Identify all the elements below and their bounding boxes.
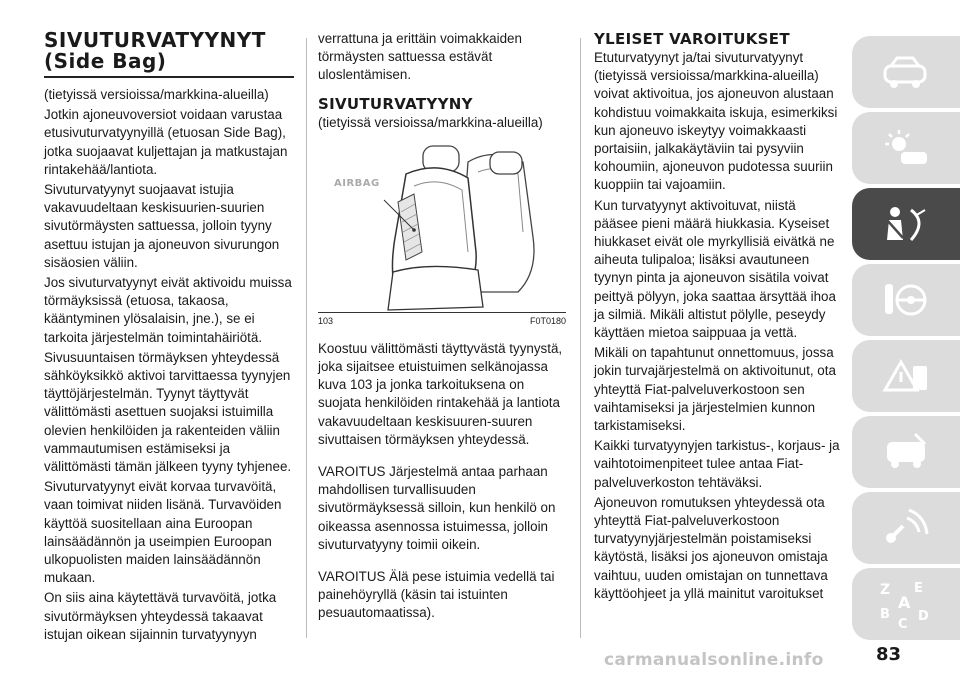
section-title: SIVUTURVATYYNY <box>318 94 473 113</box>
paragraph: Mikäli on tapahtunut onnettomuus, jossa jokin turvajärjestelmä on aktivoitunut, ota yhteyttä Fiat-palveluverkostoon sen vaihtamiseksi ja järjestelmien kunnon tarkistamiseksi. <box>594 345 836 434</box>
tab-sun-lights[interactable] <box>852 112 960 184</box>
svg-text:A: A <box>898 593 911 612</box>
paragraph: (tietyissä versioissa/markkina-alueilla) <box>44 87 269 102</box>
column-divider <box>306 38 307 638</box>
key-steering-icon <box>881 280 931 320</box>
paragraph: On siis aina käytettävä turvavöitä, jotka sivutörmäyksen yhteydessä takaavat istujan oikean sijainnin turvatyynyyn <box>44 590 277 642</box>
car-dashboard-icon <box>881 52 931 92</box>
svg-text:B: B <box>880 607 890 622</box>
paragraph: Etuturvatyynyt ja/tai sivuturvatyynyt (tietyissä versioissa/markkina-alueilla) voivat aktivoitua, jos ajoneuvon alustaan kohdistuu voimakkaita iskuja, esimerkiksi kun ajoneuvo iskeytyy voimakkaasti portaisiin, jalkakäytäviin tai pysyviin kohoumiin, ajoneuvon pudotessa suuriin kuoppiin tai vajoamiin. <box>594 50 838 193</box>
tab-maintenance[interactable] <box>852 416 960 488</box>
tab-car-dashboard[interactable] <box>852 36 960 108</box>
seat-airbag-figure <box>318 142 566 313</box>
tab-safety[interactable] <box>852 188 960 260</box>
sun-lights-icon <box>881 128 931 168</box>
tab-emergency[interactable] <box>852 340 960 412</box>
warning-text: VAROITUS Älä pese istuimia vedellä tai painehöyryllä (käsin tai istuinten pesuautomaatissa). <box>318 569 555 621</box>
chapter-tabs <box>852 36 960 644</box>
svg-text:E: E <box>914 581 923 596</box>
warning-triangle-icon <box>881 356 931 396</box>
title-rule <box>44 76 294 78</box>
svg-text:D: D <box>918 609 929 624</box>
alphabet-index-icon <box>876 578 936 630</box>
paragraph: Kun turvatyynyt aktivoituvat, niistä pääsee pieni määrä hiukkasia. Kyseiset hiukkaset eivät ole myrkyllisiä eivätkä ne aiheuta tulipaloa; lisäksi avautuneen tyynyn pinta ja ajoneuvon sisätila voivat peittyä pölyyn, joka saattaa ärsyttää ihoa ja silmiä. Mikäli altistut pölylle, peseydy käyttäen mietoa saippuaa ja vettä. <box>594 197 836 341</box>
paragraph: Koostuu välittömästi täyttyvästä tyynystä, joka sijaitsee etuistuimen selkänojassa kuva 103 ja jonka tarkoituksena on suojata henkilöiden rintakehää ja lantiota vakavuudeltaan keskisuuren-suuren sivuttaisen törmäyksen yhteydessä. <box>318 340 563 447</box>
tab-index[interactable] <box>852 568 960 640</box>
paragraph: Kaikki turvatyynyjen tarkistus-, korjaus- ja vaihtotoimenpiteet tulee antaa Fiat-palveluverkoston tehtäväksi. <box>594 438 840 490</box>
title-line-2: (Side Bag) <box>44 49 167 73</box>
paragraph: Jos sivuturvatyynyt eivät aktivoidu muissa törmäyksissä (etuosa, takaosa, kääntyminen ylösalaisin, jne.), se ei tarkoita järjestelmän toimintahäiriötä. <box>44 275 292 345</box>
subtitle: (tietyissä versioissa/markkina-alueilla) <box>318 114 543 130</box>
paragraph: Sivusuuntaisen törmäyksen yhteydessä sähköyksikkö aktivoi tarvittaessa tyynyjen täyttöjärjestelmän. Tyynyt täyttyvät välittömästi asettuen suojaksi istuimilla olevien henkilöiden ja rakenteiden väliin vammautumisen estämiseksi ja välittömästi tämän jälkeen tyyny tyhjenee. <box>44 349 292 475</box>
paragraph: Sivuturvatyynyt suojaavat istujia vakavuudeltaan keskisuurien-suurien sivutörmäysten sattuessa, jolloin tyyny asettuu istujan ja ajoneuvon sivurungon sisäosien väliin. <box>44 182 280 270</box>
tab-key-steering[interactable] <box>852 264 960 336</box>
watermark: carmanualsonline.info <box>604 650 824 670</box>
column-side-airbag <box>318 30 566 623</box>
tab-multimedia[interactable] <box>852 492 960 564</box>
paragraph: Ajoneuvon romutuksen yhteydessä ota yhteyttä Fiat-palveluverkostoon turvatyynyjärjestelmän poistamiseksi käytöstä, lisäksi jos ajoneuvon omistaja vaihtuu, uuden omistajan on tunnettava käyttöohjeet ja yllä mainitut varoitukset <box>594 494 828 601</box>
section-title: YLEISET VAROITUKSET <box>594 30 790 48</box>
svg-text:C: C <box>898 617 908 630</box>
airbag-callout-label: AIRBAG <box>334 177 380 189</box>
section-title <box>44 30 294 72</box>
multimedia-signal-icon <box>881 508 931 548</box>
page-number: 83 <box>876 644 902 665</box>
warning-text: VAROITUS Järjestelmä antaa parhaan mahdollisen turvallisuuden sivutörmäyksessä silloin, kun henkilö on oikeassa asennossa istuimessa, jolloin sivuturvatyyny toimii oikein. <box>318 464 556 552</box>
paragraph: Sivuturvatyynyt eivät korvaa turvavöitä, vaan toimivat niiden lisänä. Turvavöiden käyttöä suositellaan aina Euroopan lainsäädännön ja useimpien Euroopan ulkopuolisten maiden lainsäädännön mukaan. <box>44 479 282 586</box>
column-side-bags <box>44 30 294 644</box>
figure-code: F0T0180 <box>529 315 566 326</box>
column-divider <box>580 38 581 638</box>
seatbelt-airbag-icon <box>881 204 931 244</box>
figure-caption <box>318 316 566 326</box>
car-repair-icon <box>881 432 931 472</box>
column-general-warnings <box>594 30 840 603</box>
figure-number: 103 <box>318 315 334 326</box>
paragraph: Jotkin ajoneuvoversiot voidaan varustaa etusivuturvatyynyillä (etuosan Side Bag), jotka suojaavat kuljettajan ja matkustajan rintakehää/lantiota. <box>44 107 288 177</box>
title-line-1: SIVUTURVATYYNYT <box>44 28 266 52</box>
seat-illustration <box>318 142 566 312</box>
continuation-text: verrattuna ja erittäin voimakkaiden törmäysten sattuessa estävät uloslentämisen. <box>318 31 522 83</box>
svg-text:Z: Z <box>880 582 891 598</box>
